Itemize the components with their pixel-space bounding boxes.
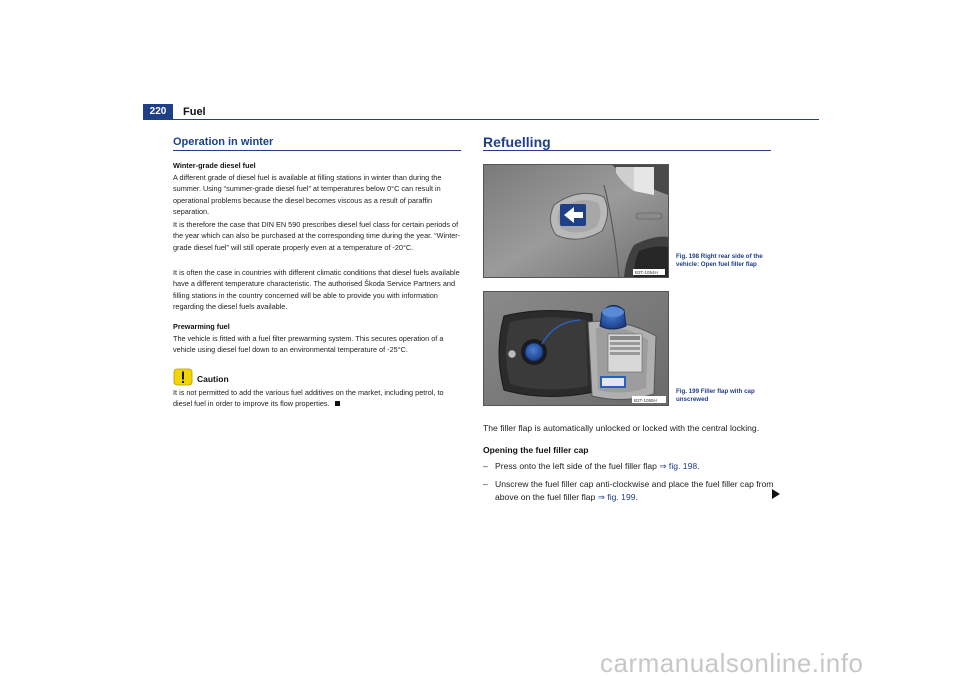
refuelling-intro: The filler flap is automatically unlocked or locked with the central locking. [483, 423, 760, 433]
step-2-text: Unscrew the fuel filler cap anti-clockwise and place the fuel filler cap from above on the fuel filler flap [495, 479, 774, 502]
continue-arrow-icon [772, 489, 780, 499]
section-rule [173, 150, 461, 151]
step-1-end: . [697, 461, 700, 471]
figure-199-caption: Fig. 199 Filler flap with cap unscrewed [676, 388, 755, 403]
step-2-dash: – [483, 479, 488, 489]
step-1-text: Press onto the left side of the fuel filler flap [495, 461, 657, 471]
watermark: carmanualsonline.info [600, 648, 864, 678]
subheading-winter-diesel: Winter-grade diesel fuel [173, 161, 256, 170]
figure-198 [483, 164, 669, 278]
figure-198-caption: Fig. 198 Right rear side of the vehicle: Open fuel filler flap [676, 253, 763, 268]
running-head-title: Fuel [183, 106, 206, 118]
figure-199-code: B3T-1055H [634, 398, 657, 403]
paragraph-prewarming: The vehicle is fitted with a fuel filter prewarming system. This secures operation of a vehicle using diesel fuel down to an environmental temperature of -25°C. [173, 334, 444, 355]
step-1-dash: – [483, 461, 488, 471]
subheading-prewarming: Prewarming fuel [173, 322, 230, 331]
figure-198-code: B3T-1054H [635, 270, 658, 275]
section-rule-refuelling [483, 150, 771, 151]
car-rear-side-illustration [484, 165, 668, 277]
caution-icon [173, 368, 193, 386]
step-1 [483, 460, 783, 474]
end-square-icon [335, 401, 340, 406]
fig-199-link[interactable]: ⇒ fig. 199 [597, 491, 636, 502]
fig-198-link[interactable]: ⇒ fig. 198 [659, 461, 698, 471]
paragraph-winter-2: It is therefore the case that DIN EN 590 prescribes diesel fuel class for certain periods of the year which can also be purchased at the corresponding time during the year. “Winter-grade diesel fuel” will still operate properly even at a temperature of -20°C. [173, 220, 461, 252]
fuel-filler-cap-illustration [484, 292, 668, 405]
caution-text-block [173, 387, 461, 410]
step-2-text-block [495, 478, 783, 503]
section-title-winter: Operation in winter [173, 136, 274, 148]
subheading-open-cap: Opening the fuel filler cap [483, 445, 589, 455]
header-rule [143, 119, 819, 120]
caution-text: It is not permitted to add the various fuel additives on the market, including petrol, to diesel fuel in order to improve its flow properties. [173, 388, 444, 409]
page-number: 220 [143, 104, 173, 120]
figure-199 [483, 291, 669, 406]
caution-title: Caution [197, 374, 229, 384]
paragraph-winter-1: A different grade of diesel fuel is available at filling stations in winter than during the summer. Using “summer-grade diesel fuel” at temperatures below 0°C can result in operational problems because the diesel becomes viscous as a result of paraffin separation. [173, 173, 442, 216]
step-2 [483, 478, 783, 506]
step-1-text-block [495, 460, 783, 473]
step-2-end: . [635, 491, 638, 502]
section-title-refuelling: Refuelling [483, 134, 551, 150]
paragraph-winter-3: It is often the case in countries with different climatic conditions that diesel fuels available have a different temperature characteristic. The authorised Škoda Service Partners and filling stations in the country concerned will be able to provide you with information regarding the diesel fuels available. [173, 268, 460, 311]
